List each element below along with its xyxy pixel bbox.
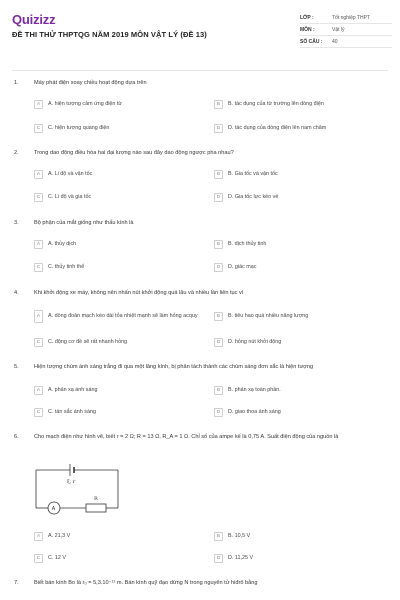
option-letter: C [34,263,43,272]
option-letter: B [214,312,223,321]
resistor-symbol [86,504,106,512]
option-text: B. tiêu hao quá nhiều năng lượng [228,312,309,319]
question-number: 6. [14,434,19,440]
option-2d[interactable] [214,191,388,203]
option-letter: D [214,193,223,202]
option-2a[interactable] [34,168,208,180]
question-text: Hiện tượng chùm ánh sáng trắng đi qua một lăng kính, bị phân tách thành các chùm sáng đơn sắc là hiện tượng [34,364,314,370]
option-letter: D [214,554,223,563]
option-letter: C [34,193,43,202]
question-number: 1. [14,80,19,86]
header-divider [12,70,388,71]
question-number: 4. [14,290,19,296]
question-number: 3. [14,220,19,226]
option-text: B. 10,5 V [228,532,251,539]
option-letter: D [214,263,223,272]
quizizz-logo: Quizizz [12,12,56,27]
circuit-diagram [30,458,126,522]
meta-value: Tốt nghiệp THPT [332,14,370,21]
meta-key: MÔN : [300,26,315,33]
option-letter: D [214,338,223,347]
meta-value: Vật lý [332,26,345,33]
option-text: B. tác dụng của từ trường lên dòng điện [228,100,324,107]
option-4c[interactable] [34,336,208,348]
option-1b[interactable] [214,98,388,110]
option-text: C. động cơ đề sẽ rất nhanh hỏng [48,338,128,345]
question-number: 7. [14,580,19,586]
option-letter: A [34,532,43,541]
option-text: C. Li độ và gia tốc [48,193,92,200]
option-letter: C [34,338,43,347]
option-text: A. 21,3 V [48,532,71,539]
meta-key: SỐ CÂU : [300,38,323,45]
meta-key: LỚP : [300,14,314,21]
option-letter: D [214,124,223,133]
question-text: Trong dao động điều hòa hai đại lượng nào sau đây dao động ngược pha nhau? [34,150,234,156]
option-2c[interactable] [34,191,208,203]
exam-header [0,0,400,70]
option-5c[interactable] [34,406,208,418]
option-text: D. hỏng nút khởi động [228,338,282,345]
meta-row-class [300,12,392,24]
meta-value: 40 [332,38,338,45]
option-letter: A [34,310,43,323]
exam-meta [300,12,392,48]
option-1c[interactable] [34,122,208,134]
option-6c[interactable] [34,552,208,564]
option-text: B. dịch thủy tinh [228,240,267,247]
question-text: Khi khởi động xe máy, không nên nhấn nút khởi động quá lâu và nhiều lần liên tục vì [34,290,244,296]
option-text: D. giác mạc [228,263,257,270]
option-4b[interactable] [214,310,388,322]
exam-title: ĐỀ THI THỬ THPTQG NĂM 2019 MÔN VẬT LÝ (ĐỀ 13) [12,30,207,39]
option-6a[interactable] [34,530,208,542]
meta-row-count [300,36,392,48]
option-2b[interactable] [214,168,388,180]
option-letter: A [34,386,43,395]
option-letter: C [34,124,43,133]
option-text: D. tác dụng của dòng điện lên nam châm [228,124,327,131]
option-letter: C [34,408,43,417]
option-3a[interactable] [34,238,208,250]
source-label: ξ, r [67,479,76,485]
question-text: Cho mạch điện như hình vẽ, biết r = 2 Ω; R = 13 Ω, R_A = 1 Ω. Chỉ số của ampe kế là 0,75 A. Suất điện động của nguồn là [34,434,339,440]
question-text: Bộ phận của mắt giống như thấu kính là [34,220,134,226]
option-5d[interactable] [214,406,388,418]
option-text: A. dòng đoản mạch kéo dài tỏa nhiệt mạnh sẽ làm hỏng acquy [48,312,198,319]
option-3d[interactable] [214,261,388,273]
option-4d[interactable] [214,336,388,348]
question-number: 2. [14,150,19,156]
option-5a[interactable] [34,384,208,396]
option-letter: B [214,170,223,179]
option-letter: C [34,554,43,563]
option-5b[interactable] [214,384,388,396]
option-3c[interactable] [34,261,208,273]
option-1a[interactable] [34,98,208,110]
option-text: D. giao thoa ánh sáng [228,408,281,415]
option-text: C. hiện tượng quang điện [48,124,110,131]
option-letter: B [214,386,223,395]
option-text: A. phản xạ ánh sáng [48,386,98,393]
option-text: B. phản xạ toàn phần. [228,386,281,393]
option-text: B. Gia tốc và vận tốc [228,170,278,177]
question-text: Biết bán kính Bo là r₀ = 5,3.10⁻¹¹ m. Bán kính quỹ đạo dừng N trong nguyên tử hiđrô bằng [34,580,258,586]
option-4a[interactable] [34,307,210,325]
option-6d[interactable] [214,552,388,564]
option-letter: A [34,100,43,109]
option-text: C. thủy tinh thể [48,263,85,270]
question-text: Máy phát điện xoay chiều hoạt động dựa trên [34,80,147,86]
option-text: A. thủy dịch [48,240,77,247]
option-6b[interactable] [214,530,388,542]
option-letter: B [214,100,223,109]
option-letter: B [214,240,223,249]
option-3b[interactable] [214,238,388,250]
resistor-label: R [94,496,98,502]
ammeter-label: A [51,506,56,512]
meta-row-subject [300,24,392,36]
option-text: D. Gia tốc lực kéo về [228,193,279,200]
option-letter: D [214,408,223,417]
option-text: A. hiện tượng cảm ứng điện từ [48,100,122,107]
option-text: D. 11,25 V [228,554,254,561]
option-letter: A [34,240,43,249]
option-text: C. 12 V [48,554,66,561]
option-text: C. tán sắc ánh sáng [48,408,96,415]
option-text: A. Li độ và vận tốc [48,170,93,177]
option-letter: B [214,532,223,541]
option-1d[interactable] [214,122,388,134]
question-number: 5. [14,364,19,370]
option-letter: A [34,170,43,179]
